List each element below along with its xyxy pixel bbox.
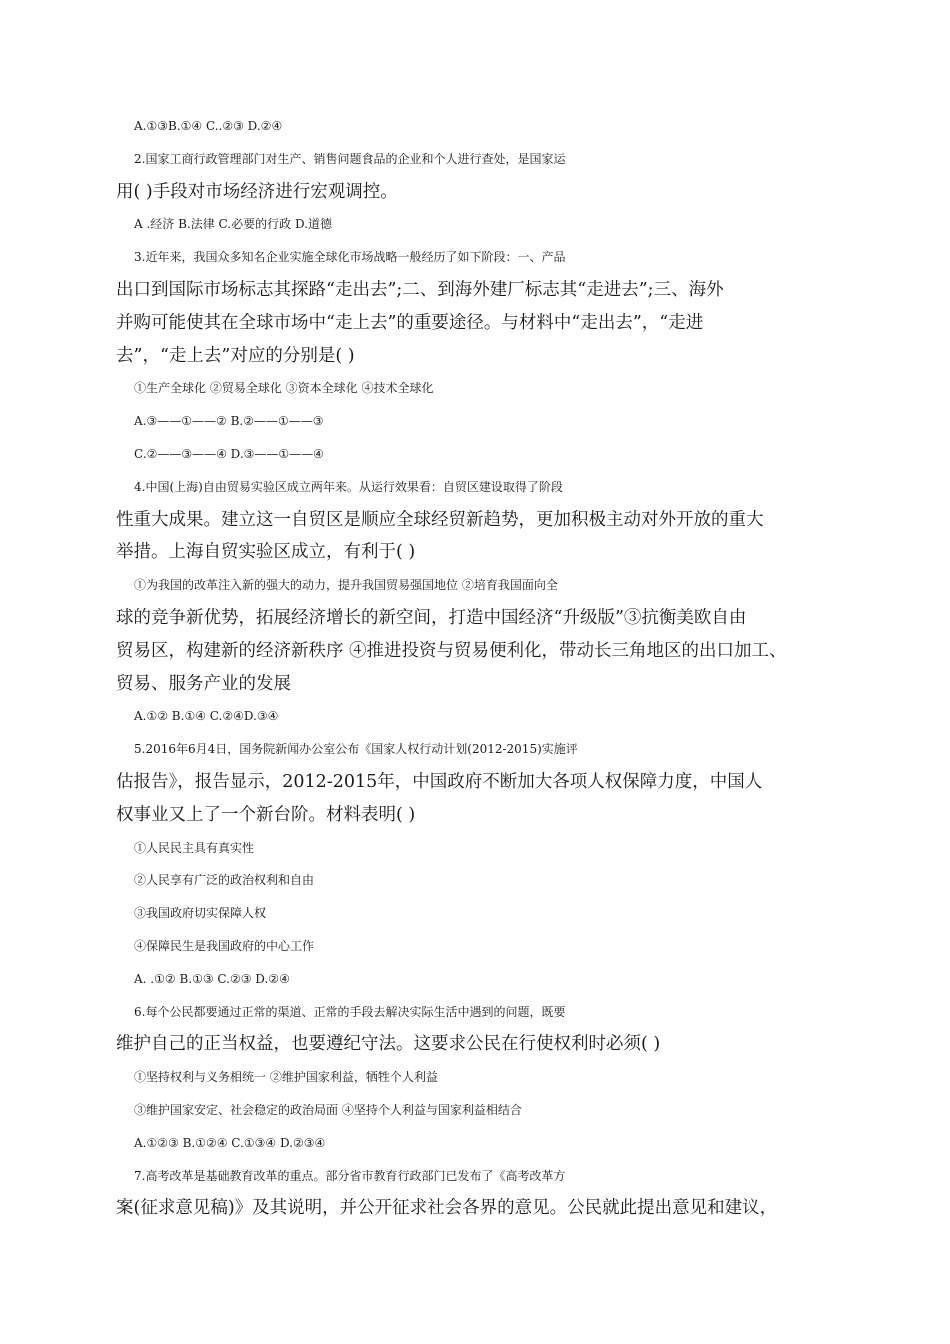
text-line: A.③——①——② B.②——①——③ [134,414,324,429]
text-line: 维护自己的正当权益，也要遵纪守法。这要求公民在行使权利时必须( ) [116,1034,661,1055]
text-line: 案(征求意见稿)》及其说明，并公开征求社会各界的意见。公民就此提出意见和建议， [116,1198,778,1219]
text-line: 并购可能使其在全球市场中“走上去”的重要途径。与材料中“走出去”，“走进 [116,312,704,333]
text-line: 7.高考改革是基础教育改革的重点。部分省市教育行政部门已发布了《高考改革方 [134,1168,566,1183]
text-line: ①生产全球化 ②贸易全球化 ③资本全球化 ④技术全球化 [134,381,434,396]
text-line: 性重大成果。建立这一自贸区是顺应全球经贸新趋势，更加积极主动对外开放的重大 [116,509,764,530]
text-line: ③维护国家安定、社会稳定的政治局面 ④坚持个人利益与国家利益相结合 [134,1102,522,1117]
text-line: 2.国家工商行政管理部门对生产、销售问题食品的企业和个人进行查处，是国家运 [134,151,566,166]
text-line: 贸易、服务产业的发展 [116,673,291,694]
text-line: C.②——③——④ D.③——①——④ [134,446,324,461]
text-line: A.①③B.①④ C..②③ D.②④ [134,119,283,133]
text-line: ②人民享有广泛的政治权利和自由 [134,873,315,888]
text-line: 4.中国(上海)自由贸易实验区成立两年来。从运行效果看：自贸区建设取得了阶段 [134,479,563,494]
text-line: 5.2016年6月4日，国务院新闻办公室公布《国家人权行动计划(2012-2015)实施评 [134,742,578,757]
text-line: 3.近年来，我国众多知名企业实施全球化市场战略一般经历了如下阶段：一、产品 [134,250,566,265]
text-line: ④保障民生是我国政府的中心工作 [134,938,315,953]
text-line: ①人民民主具有真实性 [134,840,255,855]
text-line: 6.每个公民都要通过正常的渠道、正常的手段去解决实际生活中遇到的问题，既要 [134,1004,566,1019]
text-line: 出口到国际市场标志其探路“走出去”;二、到海外建厂标志其“走进去”;三、海外 [116,279,724,300]
text-line: A.①②③ B.①②④ C.①③④ D.②③④ [134,1135,326,1150]
text-line: ③我国政府切实保障人权 [134,906,267,921]
text-line: 球的竞争新优势，拓展经济增长的新空间，打造中国经济“升级版”③抗衡美欧自由 [116,607,747,628]
text-line: 权事业又上了一个新台阶。材料表明( ) [116,804,416,825]
text-line: A.①② B.①④ C.②④D.③④ [134,709,279,724]
text-line: 举措。上海自贸实验区成立，有利于( ) [116,542,416,563]
text-line: 用( )手段对市场经济进行宏观调控。 [116,181,398,202]
text-line: A .经济 B.法律 C.必要的行政 D.道德 [134,217,332,232]
text-line: 贸易区，构建新的经济新秩序 ④推进投资与贸易便利化，带动长三角地区的出口加工、 [116,640,787,661]
text-line: A. .①② B.①③ C.②③ D.②④ [134,971,290,986]
document-body [116,110,856,1225]
text-line: ①为我国的改革注入新的强大的动力，提升我国贸易强国地位 ②培育我国面向全 [134,578,558,593]
text-line: ①坚持权利与义务相统一 ②维护国家利益，牺牲个人利益 [134,1070,438,1085]
text-line: 估报告》，报告显示，2012-2015年，中国政府不断加大各项人权保障力度，中国人 [116,771,763,792]
text-line: 去”，“走上去”对应的分别是( ) [116,345,355,366]
